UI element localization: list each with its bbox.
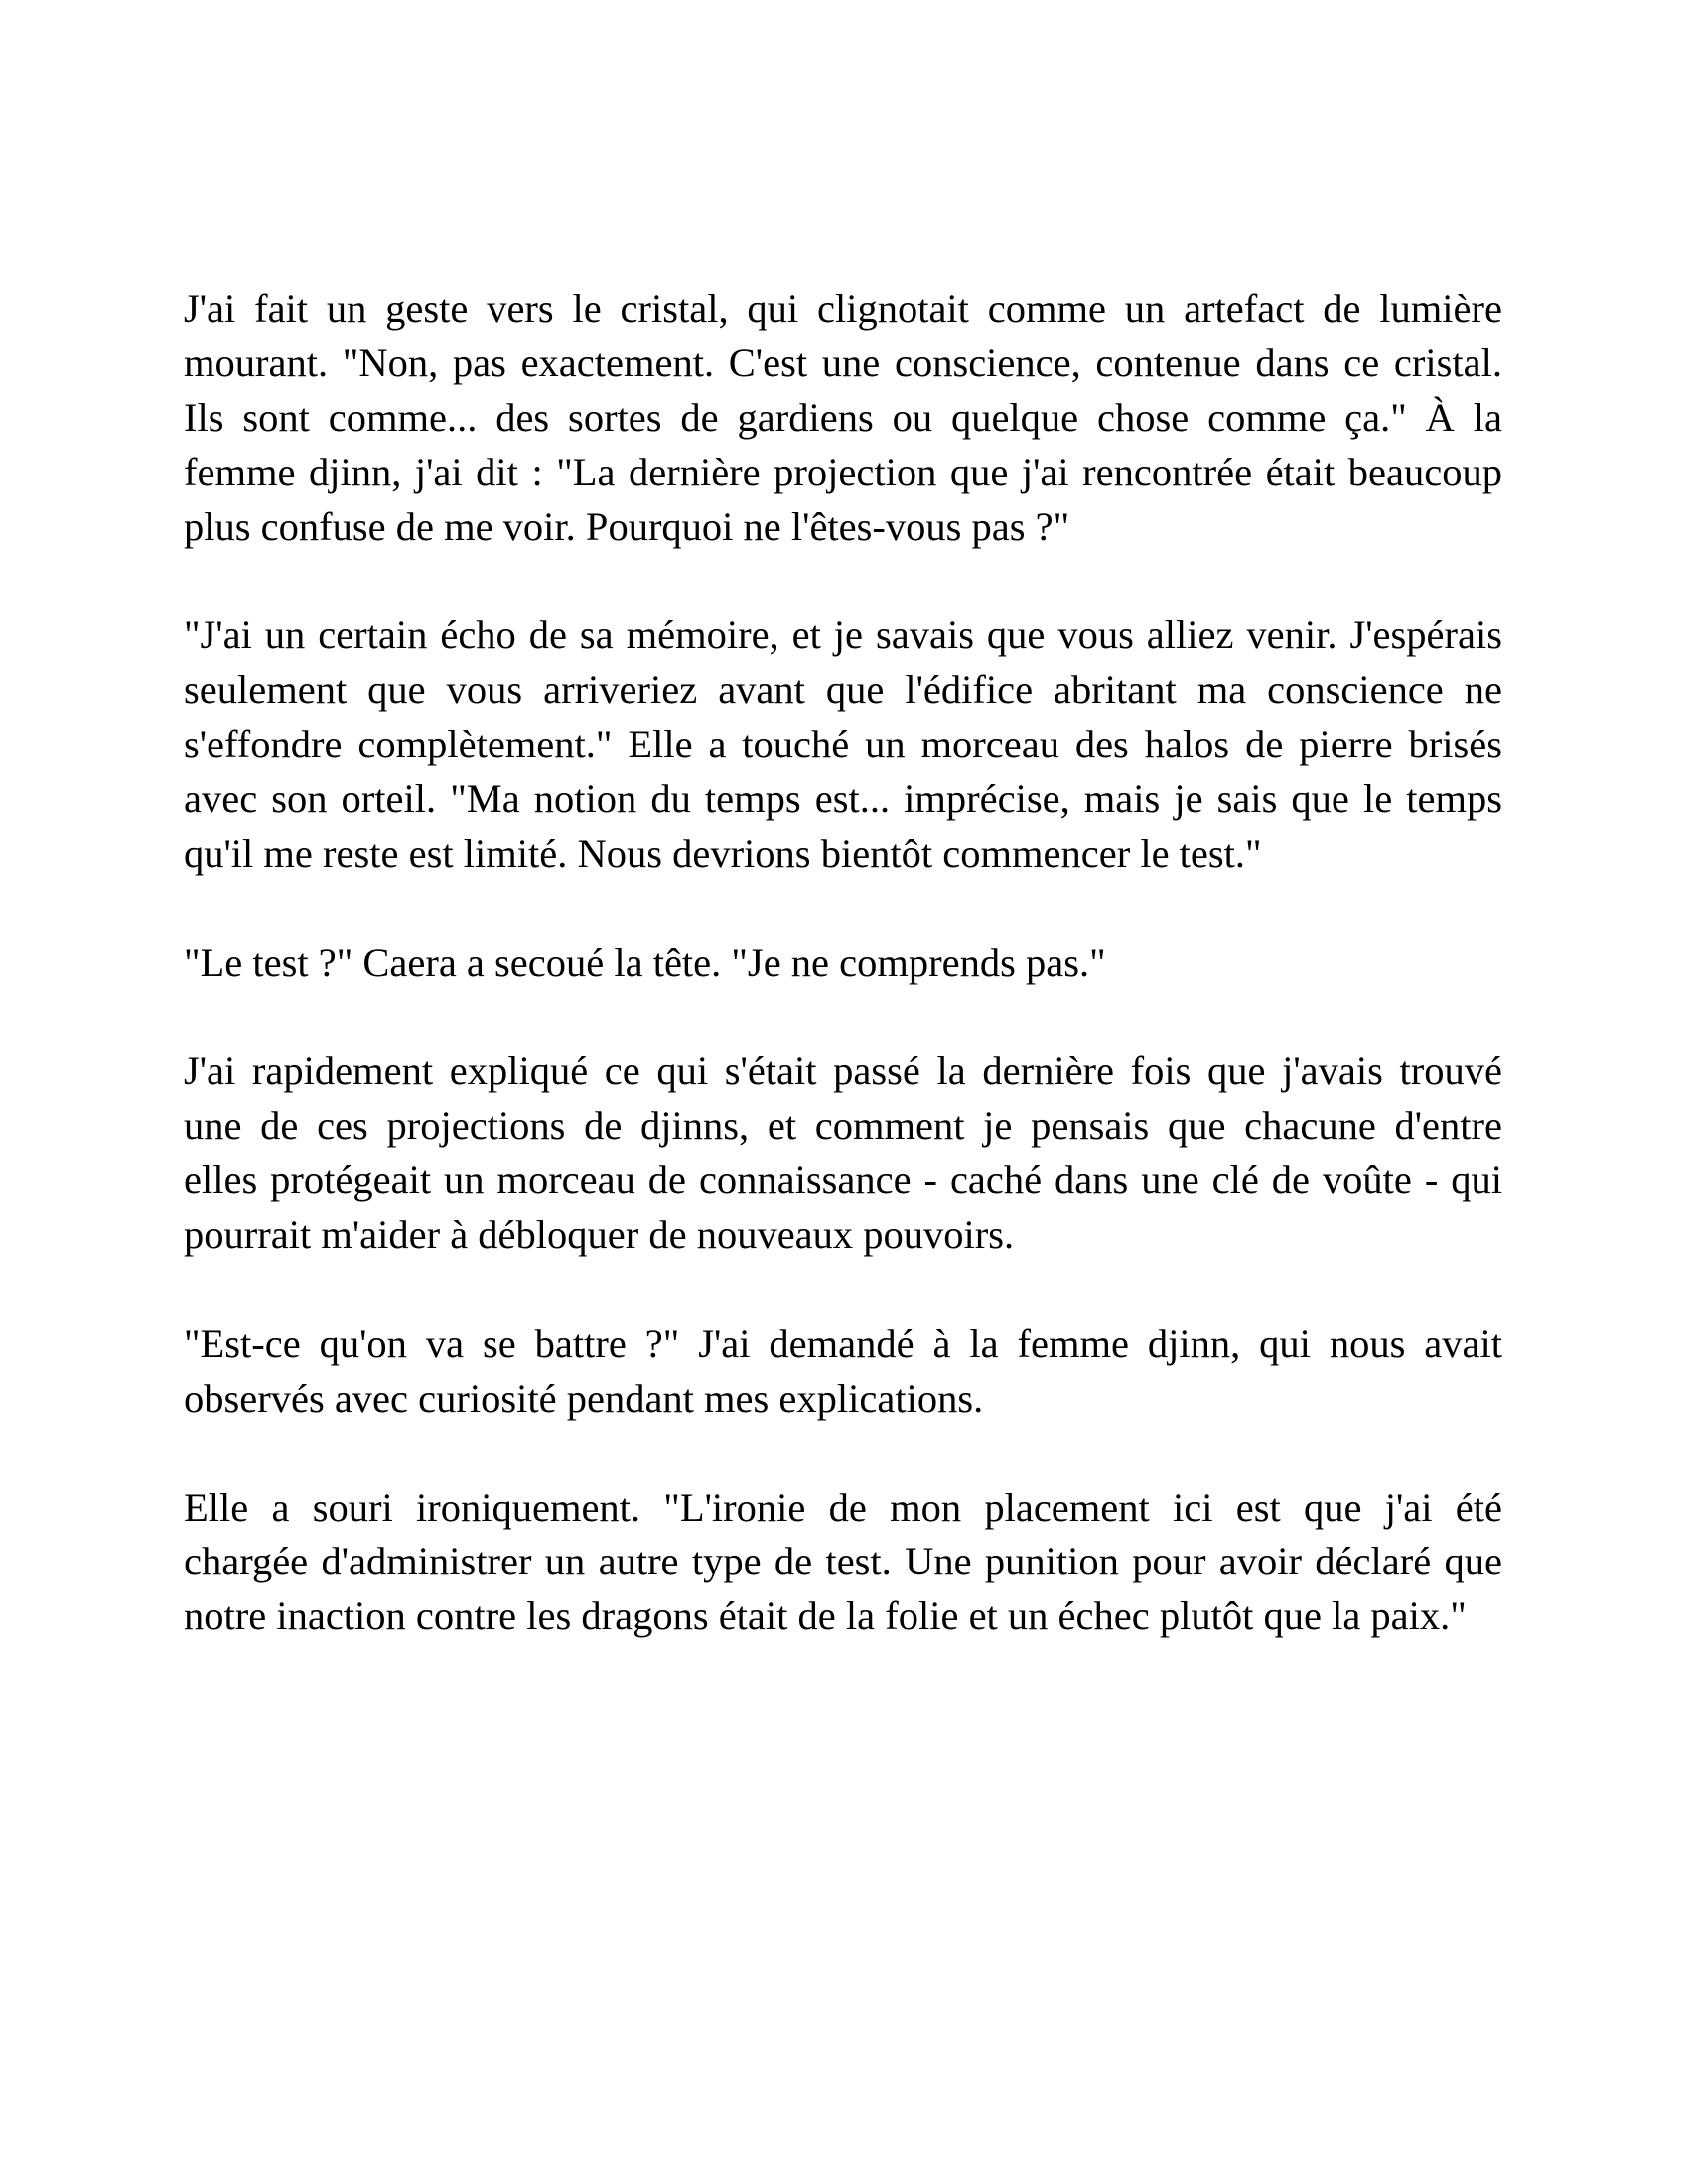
text-line: s'effondre complètement." Elle a touché un morceau des halos de pierre brisés <box>184 722 1502 767</box>
text-line: avec son orteil. "Ma notion du temps est... imprécise, mais je sais que le temps <box>184 776 1502 822</box>
text-line: chargée d'administrer un autre type de test. Une punition pour avoir déclaré que <box>184 1539 1502 1584</box>
text-line: seulement que vous arriveriez avant que l'édifice abritant ma conscience ne <box>184 667 1502 713</box>
text-line: Elle a souri ironiquement. "L'ironie de mon placement ici est que j'ai été <box>184 1484 1502 1530</box>
text-line: une de ces projections de djinns, et comment je pensais que chacune d'entre <box>184 1103 1502 1149</box>
text-line: observés avec curiosité pendant mes explications. <box>184 1375 984 1421</box>
text-line: qu'il me reste est limité. Nous devrions bientôt commencer le test." <box>184 830 1262 876</box>
text-line: Ils sont comme... des sortes de gardiens ou quelque chose comme ça." À la <box>184 394 1502 440</box>
text-line: "Le test ?" Caera a secoué la tête. "Je ne comprends pas." <box>184 939 1106 985</box>
text-line: "Est-ce qu'on va se battre ?" J'ai demandé à la femme djinn, qui nous avait <box>184 1320 1502 1366</box>
text-line: J'ai fait un geste vers le cristal, qui clignotait comme un artefact de lumière <box>184 286 1502 331</box>
paragraph-5 <box>184 1317 1502 1427</box>
text-line: elles protégeait un morceau de connaissance - caché dans une clé de voûte - qui <box>184 1158 1502 1203</box>
text-line: plus confuse de me voir. Pourquoi ne l'êtes-vous pas ?" <box>184 503 1070 549</box>
text-line: notre inaction contre les dragons était de la folie et un échec plutôt que la paix." <box>184 1593 1467 1639</box>
paragraph-3 <box>184 936 1502 991</box>
paragraph-1 <box>184 282 1502 554</box>
paragraph-4 <box>184 1044 1502 1263</box>
text-line: "J'ai un certain écho de sa mémoire, et je savais que vous alliez venir. J'espérais <box>184 613 1502 658</box>
text-line: pourrait m'aider à débloquer de nouveaux pouvoirs. <box>184 1212 1015 1258</box>
text-line: mourant. "Non, pas exactement. C'est une conscience, contenue dans ce cristal. <box>184 340 1502 385</box>
text-line: J'ai rapidement expliqué ce qui s'était passé la dernière fois que j'avais trouvé <box>184 1048 1502 1094</box>
text-line: femme djinn, j'ai dit : "La dernière projection que j'ai rencontrée était beaucoup <box>184 449 1502 494</box>
paragraph-2 <box>184 609 1502 881</box>
paragraph-6 <box>184 1481 1502 1645</box>
document-body <box>184 282 1502 1644</box>
